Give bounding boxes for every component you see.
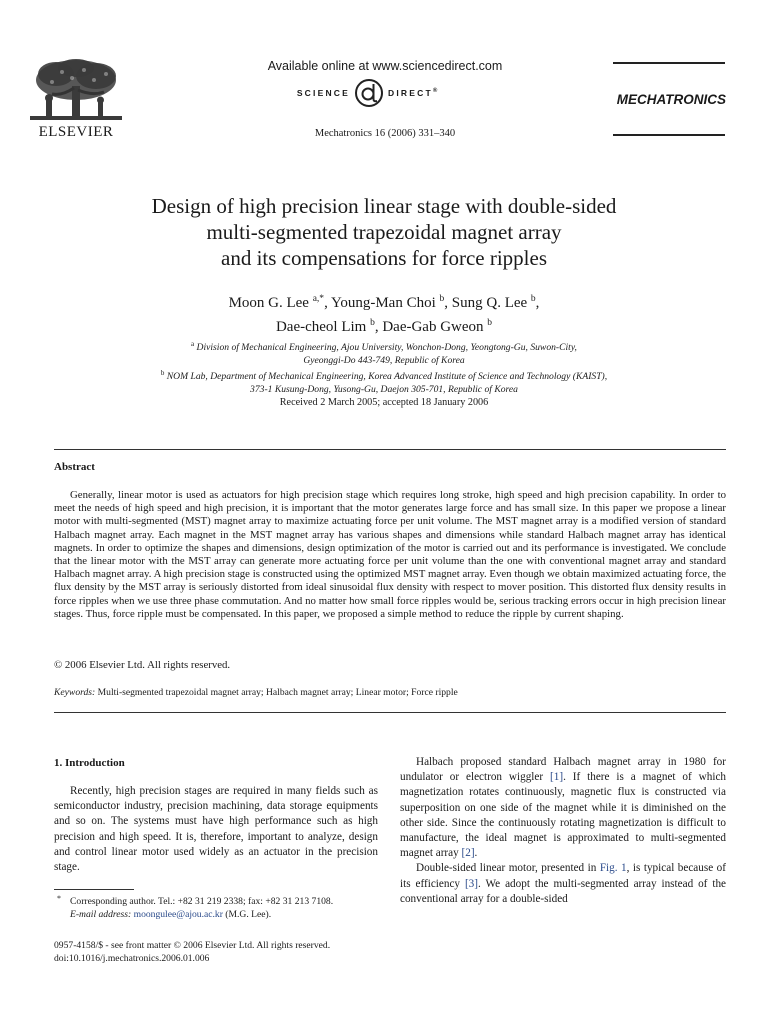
- author-name: Dae-cheol Lim: [275, 319, 367, 335]
- front-matter: [54, 939, 378, 965]
- registered-mark: ®: [432, 88, 438, 94]
- right-column-text: [400, 755, 726, 907]
- left-column-text: [54, 784, 378, 875]
- footnote-mark: *: [57, 894, 61, 903]
- reference-link[interactable]: [3]: [464, 877, 478, 890]
- affiliation-a: Division of Mechanical Engineering, Ajou University, Wonchon-Dong, Yeongtong-Gu, Suwon-City,: [196, 342, 577, 354]
- title-line-1: Design of high precision linear stage with double-sided: [151, 194, 617, 218]
- author-affiliation-mark[interactable]: b: [370, 318, 375, 328]
- journal-rule-top: [613, 62, 725, 64]
- abstract-body: Generally, linear motor is used as actuators for high precision stage which requires long stroke, high speed and high precision capability. In order to meet the needs of high speed and high precision, it is important that the motor generates large force and has small size. In this paper we propose a linear motor with multi-segmented (MST) magnet array to maximize actuating force per unit volume. The MST magnet array is a modified version of standard Halbach magnet array. Each magnet in the MST magnet array has various shapes and dimensions while standard Halbach magnet array has identical magnets. In order to optimize the shapes and dimensions, design optimization of the motor is carried out and its performance is investigated. We conclude that the linear motor with the MST array can generate more actuating force per unit volume than the one with conventional magnet array and standard Halbach magnet array. A high precision stage is constructed using the optimized MST magnet array. Even though we obtain maximized actuating force, the flux density by the MST array is seriously distorted from ideal sinusoidal flux density with respect to mover position. This distorted flux density results in force ripples when we use three phase commutation. And no matter how small force ripples would be, serious tracking errors occur in high precision linear stages. Thus, force ripple must be compensated. In this paper, we proposed a simple method to reduce the ripple by current shaping.: [54, 489, 726, 620]
- author-name: Dae-Gab Gweon: [382, 319, 484, 335]
- received-dates: Received 2 March 2005; accepted 18 January 2006: [279, 397, 489, 408]
- corresponding-author-footnote: * Corresponding author. Tel.: +82 31 219 2338; fax: +82 31 213 7108. E-mail address: moongulee@ajou.ac.kr (M.G. Lee).: [57, 894, 334, 920]
- reference-link[interactable]: [2]: [461, 847, 475, 860]
- sciencedirect-at-icon: [354, 78, 384, 108]
- reference-link[interactable]: [1]: [550, 771, 564, 784]
- section-heading-introduction: 1. Introduction: [54, 757, 125, 769]
- footnote-rule: [54, 889, 134, 890]
- author-name: Sung Q. Lee: [451, 295, 528, 311]
- abstract-heading: Abstract: [54, 461, 95, 473]
- affiliations: $^a$ Division of Mechanical Engineering, Ajou University, Wonchon-Dong, Yeongtong-Gu, Suwon-City, Gyeonggi-Do 443-749, Republic of Korea $^b$ NOM Lab, Department of Mechanical Engineering, Korea Advanced Institute of Science and Technology (KAIST), 373-1 Kusung-Dong, Yusong-Gu, Daejon 305-701, Republic of Korea: [160, 340, 608, 395]
- affiliation-b: NOM Lab, Department of Mechanical Engineering, Korea Advanced Institute of Science and Technology (KAIST),: [166, 371, 608, 383]
- keywords: [54, 687, 726, 698]
- author-affiliation-mark[interactable]: b: [439, 294, 445, 304]
- author-affiliation-mark[interactable]: b: [487, 318, 493, 328]
- paragraph: Halbach proposed standard Halbach magnet array in 1980 for undulator or electron wiggler [1]. If there is a magnet of which magnetization rotates continuously, magnetic flux is constructed via superposition on one side of the magnet while it is diminished on the other side. Since the continuously rotating magnetization is difficult to manufacture, the ideal magnet is approximated to multi-segmented magnet array [2].: [400, 756, 726, 860]
- author-list: Moon G. Lee $^{a,*}$, Young-Man Choi $^b$, Sung Q. Lee $^b$, Dae-cheol Lim $^b$, Dae-Gab Gweon $^b$: [228, 294, 540, 335]
- available-online-text: Available online at www.sciencedirect.com: [267, 59, 503, 73]
- email-label: E-mail address:: [70, 908, 132, 920]
- email-link[interactable]: moongulee@ajou.ac.kr: [133, 908, 223, 920]
- keywords-label: Keywords:: [54, 687, 96, 698]
- abstract-copyright: © 2006 Elsevier Ltd. All rights reserved.: [54, 659, 231, 671]
- paragraph: Double-sided linear motor, presented in Fig. 1, is typical because of its efficiency [3]. We adopt the multi-segmented array instead of the conventional array for a double-sided: [400, 862, 726, 905]
- intro-paragraph: Recently, high precision stages are required in many fields such as semiconductor industry, precision machining, data storage equipments and so on. The systems must have high performance such as high precision and high speed. It is, therefore, important to analyze, design and control linear motor used widely as an actuator in the precision stage.: [54, 785, 378, 874]
- author-name: Young-Man Choi: [331, 295, 436, 311]
- journal-name: MECHATRONICS: [616, 92, 726, 107]
- author-affiliation-mark[interactable]: b: [530, 294, 536, 304]
- journal-citation: Mechatronics 16 (2006) 331–340: [314, 128, 456, 139]
- issn-line: 0957-4158/$ - see front matter © 2006 Elsevier Ltd. All rights reserved.: [54, 940, 331, 951]
- title-line-3: and its compensations for force ripples: [221, 246, 547, 270]
- figure-link[interactable]: Fig. 1: [599, 862, 627, 875]
- sciencedirect-logo: [250, 78, 520, 110]
- author-name: Moon G. Lee: [228, 295, 309, 311]
- elsevier-tree-logo: [22, 58, 130, 124]
- title-line-2: multi-segmented trapezoidal magnet array: [206, 220, 562, 244]
- author-affiliation-mark[interactable]: a,*: [312, 294, 325, 304]
- abstract-rule-top: [54, 449, 726, 450]
- keywords-list: Multi-segmented trapezoidal magnet array; Halbach magnet array; Linear motor; Force ripple: [97, 687, 458, 698]
- publisher-name: ELSEVIER: [38, 124, 114, 140]
- journal-rule-bottom: [613, 134, 725, 136]
- abstract-rule-bottom: [54, 712, 726, 713]
- direct-word: DIRECT: [388, 88, 433, 98]
- article-title: [60, 193, 708, 271]
- doi-line[interactable]: doi:10.1016/j.mechatronics.2006.01.006: [54, 953, 210, 964]
- science-word: SCIENCE: [296, 88, 350, 98]
